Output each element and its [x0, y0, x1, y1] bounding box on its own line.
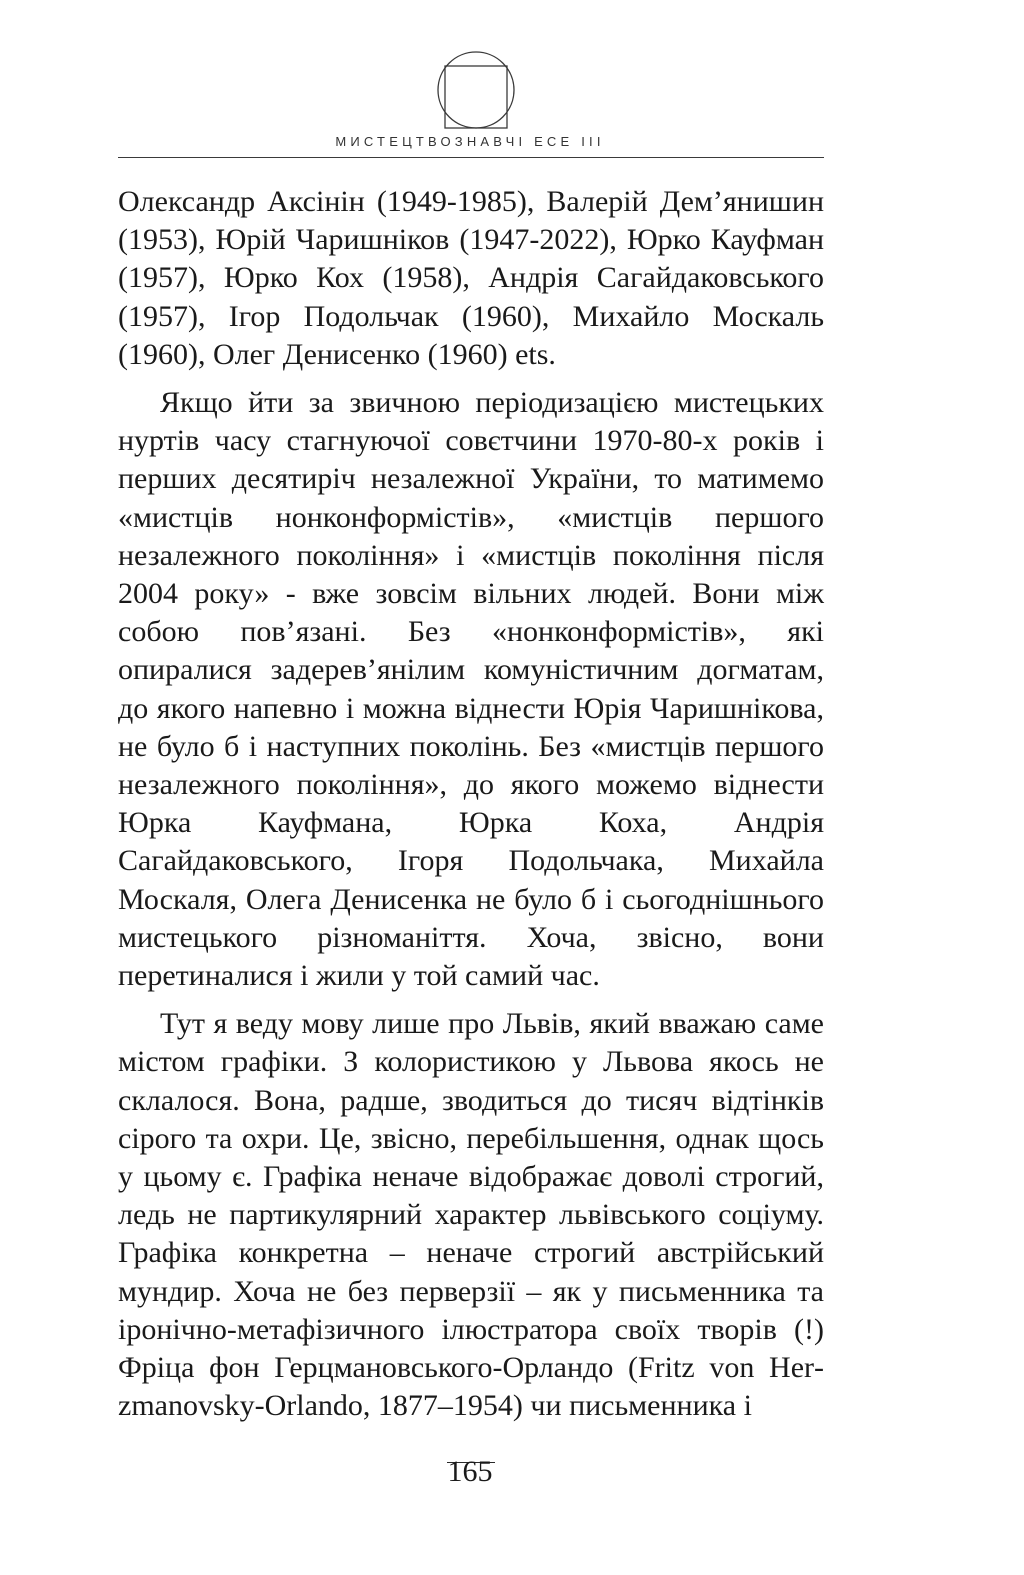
page-number: 165 [447, 1455, 493, 1488]
paragraph-1: Олександр Аксінін (1949-1985), Валерій Дем’янишин (1953), Юрій Чаришніков (1947-2022), Юрко Кауфман (1957), Юрко Кох (1958), Андрія Сагайдаковського (1957), Ігор Подольчак (1960), Михайло Москаль (1960), Олег Денисенко (1960) ets. [118, 185, 824, 371]
circle-square-emblem-icon [436, 50, 516, 130]
header-rule [118, 157, 824, 158]
body-text [118, 183, 824, 1426]
paragraph-2: Якщо йти за звичною періодизацією мистецьких нуртів часу стагнуючої совєтчини 1970-80-х років і перших десятиріч незалежної України, то матимемо «мистців нонконформістів», «мистців першого незалежного покоління» і «мистців покоління після 2004 року» - вже зовсім вільних людей. Вони між собою пов’язані. Без «нонконформістів», які опиралися задерев’янілим комуністичним догматам, до якого напевно і можна віднести Юрія Чаришнікова, не було б і наступних поколінь. Без «мистців першого незалежного покоління», до якого можемо віднести Юрка Кауфмана, Юрка Коха, Андрія Сагайдаковського, Ігоря Подольчака, Михайла Москаля, Олега Денисенка не було б і сьогоднішнього мистецького різноманіття. Хоча, звісно, вони перетиналися і жили у той самий час. [118, 386, 824, 993]
running-head: МИСТЕЦТВОЗНАВЧІ ЕСЕ III [335, 134, 605, 149]
paragraph-3: Тут я веду мову лише про Львів, який вважаю саме містом графіки. З колористикою у Львова якось не склалося. Вона, радше, зводиться до тисяч відтінків сірого та охри. Це, звісно, перебільшення, однак щось у цьому є. Графіка неначе відображає доволі строгий, ледь не партикулярний характер львівського соціуму. Графіка конкретна – неначе строгий австрійський мундир. Хоча не без перверзії – як у письменника та іронічно-метафізичного ілюстратора своїх творів (!) Фріца фон Герцмановського-Орландо (Fritz von Herzmanovsky-Orlando, 1877–1954) чи письменника і [118, 1007, 824, 1423]
